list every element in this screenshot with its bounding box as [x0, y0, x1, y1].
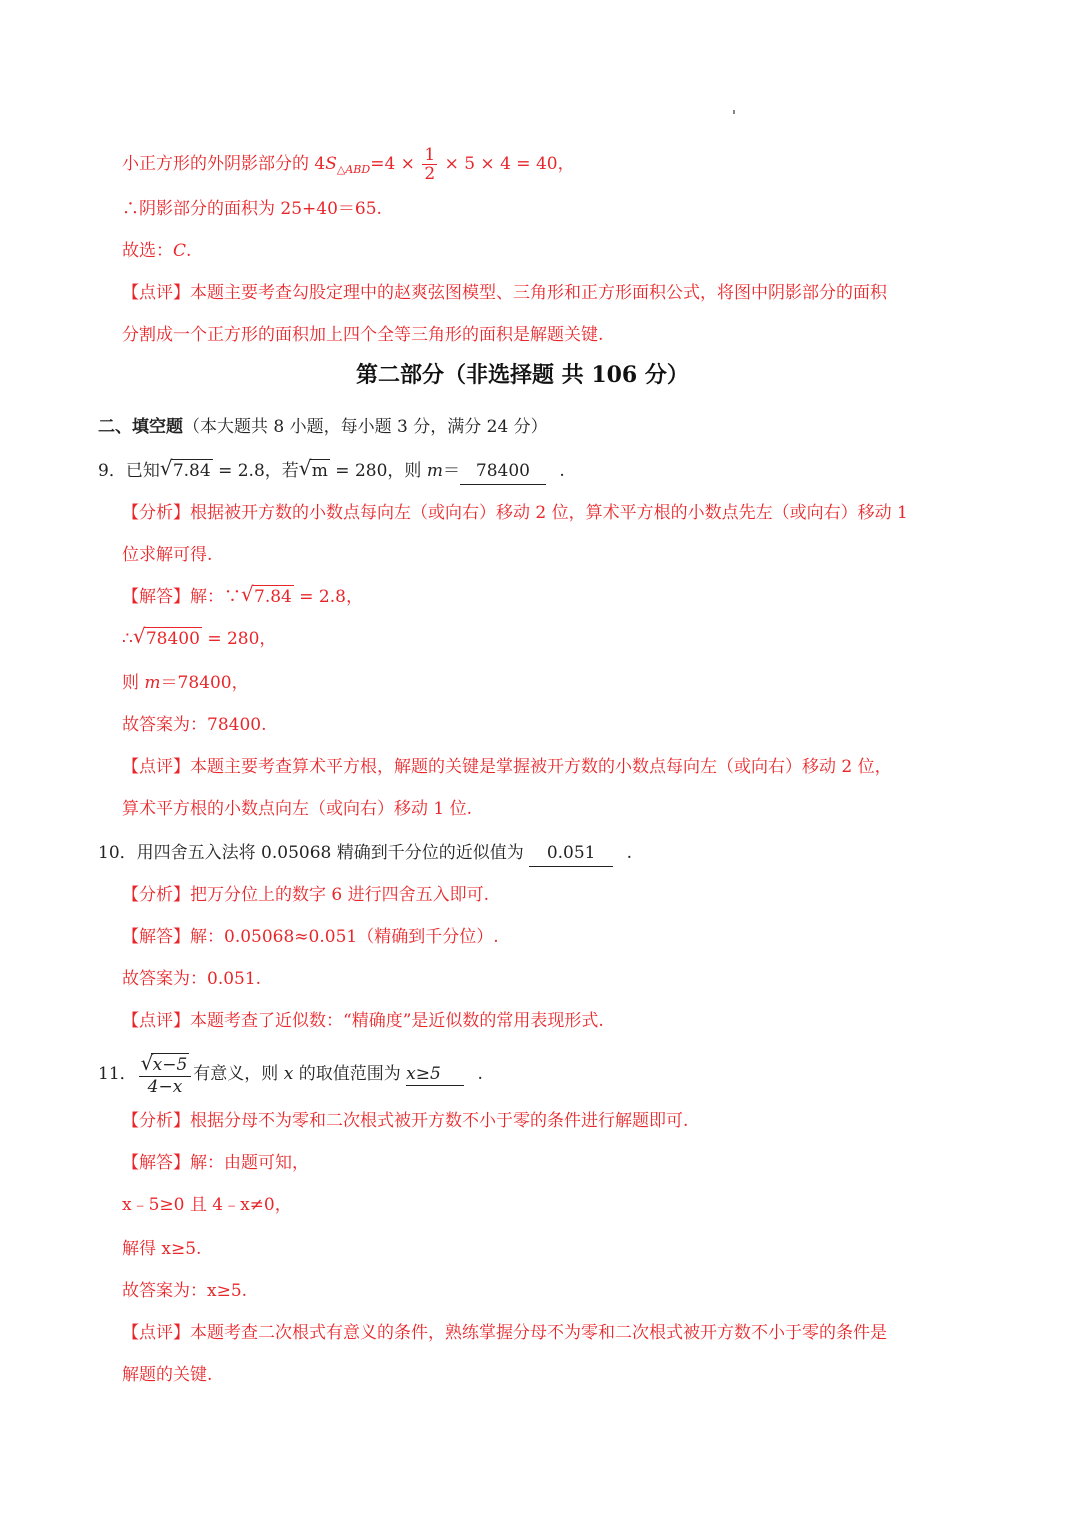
q11-analysis: 【分析】根据分母不为零和二次根式被开方数不小于零的条件进行解题即可.: [122, 1111, 689, 1131]
answer-blank-10: 0.051: [529, 840, 613, 867]
comment-line-1: 【点评】本题主要考查勾股定理中的赵爽弦图模型、三角形和正方形面积公式，将图中阴影部分的面积: [122, 283, 887, 303]
q9-analysis-1: 【分析】根据被开方数的小数点每向左（或向右）移动 2 位，算术平方根的小数点先左（或向右）移动 1: [122, 503, 908, 523]
q10-comment: 【点评】本题考查了近似数：“精确度”是近似数的常用表现形式.: [122, 1011, 604, 1031]
page-mark: [733, 110, 735, 114]
part-title: 第二部分（非选择题 共 106 分）: [356, 362, 689, 388]
q11-solution-1: 【解答】解：由题可知，: [122, 1153, 309, 1173]
q11-solution-2: x﹣5≥0 且 4﹣x≠0，: [122, 1195, 292, 1215]
q9-solution-2: ∴ √ 78400 = 280，: [122, 624, 277, 649]
q9-comment-2: 算术平方根的小数点向左（或向右）移动 1 位.: [122, 799, 473, 819]
q9-solution-1: 【解答】解：∵ √ 7.84 = 2.8，: [122, 582, 363, 607]
question-9-stem: 9．已知 √ 7.84 = 2.8，若 √ m = 280，则 m＝ 78400 .: [98, 458, 565, 485]
q9-comment-1: 【点评】本题主要考查算术平方根，解题的关键是掌握被开方数的小数点每向左（或向右）移动 2 位，: [122, 757, 892, 777]
q11-comment-1: 【点评】本题考查二次根式有意义的条件，熟练掌握分母不为零和二次根式被开方数不小于零的条件是: [122, 1323, 887, 1343]
sqrt-m: √ m: [298, 456, 328, 481]
fraction-one-half: $\frac{1}{2}$: [424, 145, 436, 184]
q10-solution-1: 【解答】解：0.05068≈0.051（精确到千分位）.: [122, 927, 499, 947]
question-11-stem: 11． √ x−5 4−x 有意义，则 x 的取值范围为 x≥5 .: [98, 1050, 483, 1097]
answer-blank-9: 78400: [460, 458, 546, 485]
q11-solution-3: 解得 x≥5.: [122, 1239, 202, 1259]
fraction-sqrt-over-expr: √ x−5 4−x: [139, 1053, 192, 1097]
section-heading: 二、填空题（本大题共 8 小题，每小题 3 分，满分 24 分）: [98, 417, 548, 437]
choice-answer: 故选：C.: [122, 241, 192, 261]
question-10-stem: 10．用四舍五入法将 0.05068 精确到千分位的近似值为 0.051 .: [98, 840, 632, 867]
shaded-area-total: ∴阴影部分的面积为 25+40＝65.: [122, 199, 382, 219]
q11-comment-2: 解题的关键.: [122, 1365, 213, 1385]
answer-blank-11: x≥5: [406, 1063, 464, 1086]
q9-answer: 故答案为：78400.: [122, 715, 267, 735]
q11-answer: 故答案为：x≥5.: [122, 1281, 248, 1301]
q10-analysis: 【分析】把万分位上的数字 6 进行四舍五入即可.: [122, 885, 490, 905]
q9-solution-3: 则 m＝78400，: [122, 673, 249, 693]
comment-line-2: 分割成一个正方形的面积加上四个全等三角形的面积是解题关键.: [122, 325, 604, 345]
q9-analysis-2: 位求解可得.: [122, 545, 213, 565]
area-equation-line: 小正方形的外阴影部分的 $4S_{\triangle ABD}=4$ × $\frac{1}{2}$ × 5 × 4 = 40，: [122, 145, 575, 184]
sqrt-7-84: √ 7.84: [159, 456, 211, 481]
q10-answer: 故答案为：0.051.: [122, 969, 262, 989]
